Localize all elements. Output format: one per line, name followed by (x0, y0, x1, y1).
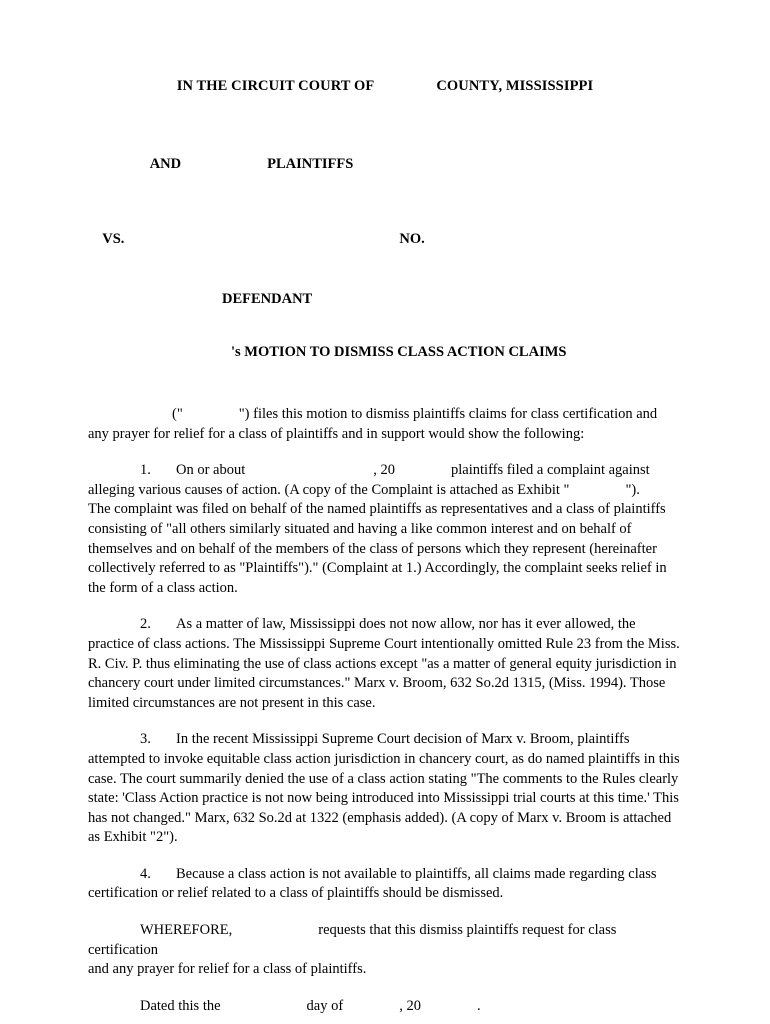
paragraph-1-rest: The complaint was filed on behalf of the named plaintiffs as representatives and a class of plaintiffs consisting of "all others similarly situated and having a like common interest and on behalf of themselves and on behalf of the members of the class of persons which they represent (hereinafter collectively referred to as "Plaintiffs")." (Complaint at 1.) Accordingly, the complaint seeks relief in the form of a class action. (88, 501, 667, 596)
paragraph-1-seg1: , 20 (373, 462, 396, 479)
caption-no-label: NO. (399, 231, 425, 247)
caption-plaintiffs-line (88, 139, 682, 190)
paragraph-3-number: 3. (140, 731, 151, 748)
paragraph-1-body: alleging various causes of action. (A copy of the Complaint is attached as Exhibit " (88, 481, 570, 498)
intro-line2: any prayer for relief for a class of plaintiffs and in support would show the following: (88, 425, 585, 442)
paragraph-1-seg0: On or about (176, 462, 246, 479)
caption-vs-label: VS. (102, 231, 125, 247)
caption-plaintiffs-label: PLAINTIFFS (267, 156, 354, 172)
caption-vs-line (88, 214, 682, 265)
intro-open-quote: (" (172, 406, 183, 422)
paragraph-1-number: 1. (140, 462, 151, 479)
paragraph-2 (88, 615, 682, 713)
dated-prefix: Dated this the (140, 997, 221, 1014)
dated-line (88, 997, 682, 1017)
paragraph-3-text: In the recent Mississippi Supreme Court decision of Marx v. Broom, plaintiffs attempted to invoke equitable class action jurisdiction in chancery court, as do named plaintiffs in this case. The court summarily denied the use of a class action stating "The comments to the Rules clearly state: 'Class Action practice is not now being introduced into Mississippi trial courts at this time.' This has not changed." Marx, 632 So.2d at 1322 (emphasis added). (A copy of Marx v. Broom is attached as Exhibit "2"). (88, 731, 680, 846)
paragraph-3 (88, 730, 682, 848)
court-heading (88, 78, 682, 95)
wherefore-paragraph (88, 921, 682, 980)
caption-defendant-line: DEFENDANT (222, 291, 313, 307)
caption-and-label: AND (149, 156, 182, 172)
wherefore-label: WHEREFORE, (140, 922, 233, 939)
paragraph-4-text: Because a class action is not available to plaintiffs, all claims made regarding class certification or relief related to a class of plaintiffs should be dismissed. (88, 865, 657, 902)
wherefore-text: requests that this dismiss plaintiffs request for class certification (88, 922, 617, 958)
dated-period: . (476, 997, 481, 1014)
paragraph-1-body-tail: "). (625, 481, 640, 498)
paragraph-1 (88, 461, 682, 598)
paragraph-1-seg2: plaintiffs filed a complaint against (451, 462, 650, 479)
dated-day-of: day of (306, 997, 344, 1014)
dated-year: , 20 (399, 997, 421, 1014)
court-heading-prefix: IN THE CIRCUIT COURT OF (176, 78, 375, 94)
court-heading-suffix: COUNTY, MISSISSIPPI (436, 78, 594, 94)
paragraph-2-text: As a matter of law, Mississippi does not now allow, nor has it ever allowed, the practice of class actions. The Mississippi Supreme Court intentionally omitted Rule 23 from the Miss. R. Civ. P. thus eliminating the use of class actions except "as a matter of general equity jurisdiction in chancery court under limited circumstances." Marx v. Broom, 632 So.2d 1315, (Miss. 1994). Those limited circumstances are not present in this case. (88, 616, 680, 711)
wherefore-line2: and any prayer for relief for a class of plaintiffs. (88, 961, 367, 978)
paragraph-2-number: 2. (140, 616, 151, 633)
motion-title: 's MOTION TO DISMISS CLASS ACTION CLAIMS (231, 344, 567, 360)
intro-close-quote: ") files this motion to dismiss plaintiffs claims for class certification and (238, 406, 658, 422)
intro-paragraph (88, 405, 682, 444)
paragraph-4 (88, 865, 682, 904)
paragraph-4-number: 4. (140, 865, 151, 882)
